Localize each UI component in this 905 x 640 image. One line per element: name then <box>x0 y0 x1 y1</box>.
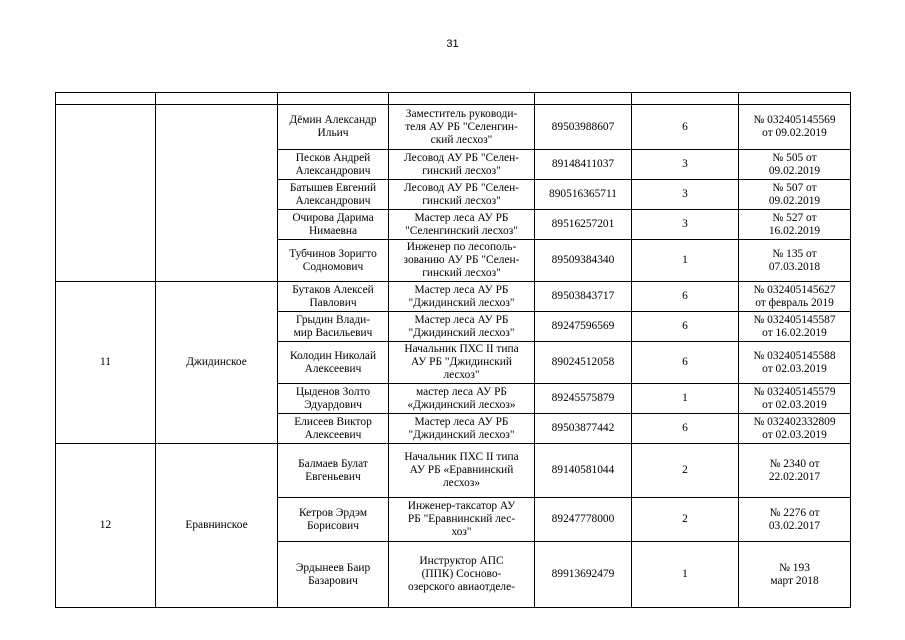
header-cell <box>389 93 535 105</box>
name-cell: Бутаков Алексей Павлович <box>278 282 389 312</box>
name-cell: Песков Андрей Александрович <box>278 150 389 180</box>
name-cell: Грыдин Влади- мир Васильевич <box>278 312 389 342</box>
header-cell <box>156 93 278 105</box>
name-cell: Батышев Евгений Александрович <box>278 180 389 210</box>
table-header-row <box>56 93 851 105</box>
phone-cell: 89509384340 <box>535 240 632 282</box>
phone-cell: 89503877442 <box>535 414 632 444</box>
name-cell: Эрдынеев Баир Базарович <box>278 542 389 608</box>
header-cell <box>56 93 156 105</box>
phone-cell: 89913692479 <box>535 542 632 608</box>
header-cell <box>632 93 739 105</box>
district-cell: Еравнинское <box>156 444 278 608</box>
count-cell: 1 <box>632 542 739 608</box>
position-cell: Инженер-таксатор АУ РБ "Еравнинский лес- хоз" <box>389 498 535 542</box>
position-cell: Начальник ПХС II типа АУ РБ «Еравнинский лесхоз» <box>389 444 535 498</box>
phone-cell: 89148411037 <box>535 150 632 180</box>
position-cell: Мастер леса АУ РБ "Джидинский лесхоз" <box>389 312 535 342</box>
name-cell: Колодин Николай Алексеевич <box>278 342 389 384</box>
position-cell: Лесовод АУ РБ "Селен- гинский лесхоз" <box>389 150 535 180</box>
position-cell: Мастер леса АУ РБ "Джидинский лесхоз" <box>389 282 535 312</box>
count-cell: 2 <box>632 498 739 542</box>
name-cell: Дёмин Александр Ильич <box>278 105 389 150</box>
name-cell: Елисеев Виктор Алексеевич <box>278 414 389 444</box>
count-cell: 1 <box>632 384 739 414</box>
document-cell: № 032405145569 от 09.02.2019 <box>739 105 851 150</box>
count-cell: 6 <box>632 312 739 342</box>
document-cell: № 507 от 09.02.2019 <box>739 180 851 210</box>
name-cell: Кетров Эрдэм Борисович <box>278 498 389 542</box>
phone-cell: 89140581044 <box>535 444 632 498</box>
name-cell: Тубчинов Зоригто Содномович <box>278 240 389 282</box>
count-cell: 6 <box>632 105 739 150</box>
name-cell: Цыденов Золто Эдуардович <box>278 384 389 414</box>
phone-cell: 89503843717 <box>535 282 632 312</box>
count-cell: 3 <box>632 150 739 180</box>
position-cell: Начальник ПХС II типа АУ РБ "Джидинский лесхоз" <box>389 342 535 384</box>
position-cell: Мастер леса АУ РБ "Джидинский лесхоз" <box>389 414 535 444</box>
document-cell: № 527 от 16.02.2019 <box>739 210 851 240</box>
position-cell: Инструктор АПС (ППК) Сосново- озерского авиаотделе- <box>389 542 535 608</box>
table-row <box>56 444 851 498</box>
document-cell: № 505 от 09.02.2019 <box>739 150 851 180</box>
position-cell: мастер леса АУ РБ «Джидинский лесхоз» <box>389 384 535 414</box>
position-cell: Лесовод АУ РБ "Селен- гинский лесхоз" <box>389 180 535 210</box>
document-cell: № 032405145579 от 02.03.2019 <box>739 384 851 414</box>
document-cell: № 032405145587 от 16.02.2019 <box>739 312 851 342</box>
document-cell: № 032405145627 от февраль 2019 <box>739 282 851 312</box>
count-cell: 3 <box>632 210 739 240</box>
count-cell: 3 <box>632 180 739 210</box>
document-cell: № 032405145588 от 02.03.2019 <box>739 342 851 384</box>
phone-cell: 890516365711 <box>535 180 632 210</box>
phone-cell: 89503988607 <box>535 105 632 150</box>
phone-cell: 89516257201 <box>535 210 632 240</box>
count-cell: 6 <box>632 282 739 312</box>
district-cell: Джидинское <box>156 282 278 444</box>
document-cell: № 2276 от 03.02.2017 <box>739 498 851 542</box>
personnel-table <box>55 92 851 608</box>
header-cell <box>535 93 632 105</box>
phone-cell: 89247596569 <box>535 312 632 342</box>
name-cell: Балмаев Булат Евгеньевич <box>278 444 389 498</box>
position-cell: Заместитель руководи- теля АУ РБ "Селенгин- ский лесхоз" <box>389 105 535 150</box>
phone-cell: 89024512058 <box>535 342 632 384</box>
group-number-cell <box>56 105 156 282</box>
table-row <box>56 105 851 150</box>
group-number-cell: 11 <box>56 282 156 444</box>
header-cell <box>278 93 389 105</box>
district-cell <box>156 105 278 282</box>
count-cell: 1 <box>632 240 739 282</box>
phone-cell: 89247778000 <box>535 498 632 542</box>
document-cell: № 193 март 2018 <box>739 542 851 608</box>
page-number: 31 <box>446 38 459 50</box>
header-cell <box>739 93 851 105</box>
document-cell: № 135 от 07.03.2018 <box>739 240 851 282</box>
table-row <box>56 282 851 312</box>
count-cell: 6 <box>632 414 739 444</box>
document-cell: № 032402332809 от 02.03.2019 <box>739 414 851 444</box>
count-cell: 2 <box>632 444 739 498</box>
name-cell: Очирова Дарима Нимаевна <box>278 210 389 240</box>
group-number-cell: 12 <box>56 444 156 608</box>
position-cell: Мастер леса АУ РБ "Селенгинский лесхоз" <box>389 210 535 240</box>
document-cell: № 2340 от 22.02.2017 <box>739 444 851 498</box>
phone-cell: 89245575879 <box>535 384 632 414</box>
position-cell: Инженер по лесополь- зованию АУ РБ "Селен- гинский лесхоз" <box>389 240 535 282</box>
count-cell: 6 <box>632 342 739 384</box>
